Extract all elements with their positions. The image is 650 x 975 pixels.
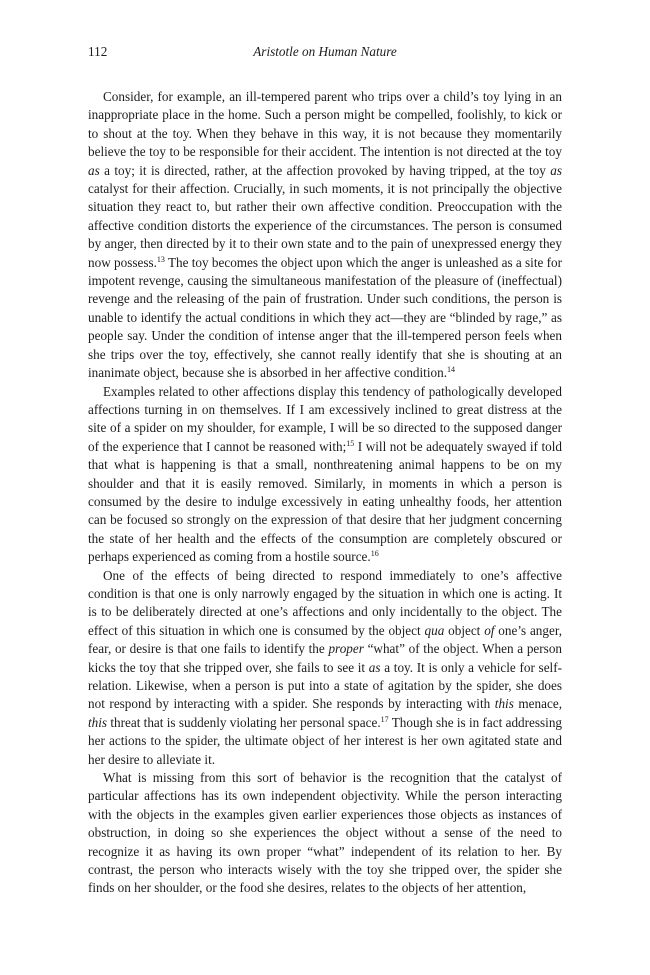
book-page xyxy=(88,40,562,898)
paragraph xyxy=(88,567,562,769)
paragraph xyxy=(88,88,562,383)
paragraph-text: “what” of the object. When a person kicks the toy that she tripped over, she fails to see it xyxy=(88,641,563,675)
italic-text: qua xyxy=(424,622,445,638)
body-text xyxy=(88,88,562,898)
running-head-title: Aristotle on Human Nature xyxy=(253,44,397,59)
paragraph-text: a toy; it is directed, rather, at the affection provoked by having tripped, at the toy xyxy=(99,162,551,178)
italic-text: proper xyxy=(328,641,364,657)
paragraph-text: a toy. It is only a vehicle for self-relation. Likewise, when a person is put into a state of agitation by the spider, she does not respond by interacting with a spider. She responds by interacting with xyxy=(88,659,562,712)
footnote-marker: 16 xyxy=(370,549,379,559)
footnote-marker: 14 xyxy=(447,365,455,375)
paragraph-text: One of the effects of being directed to respond immediately to one’s affective condition is that one is only narrowly engaged by the situation in which one is acting. It is to be deliberately directed at one’s affections and only incidentally to the object. The effect of this situation in which one is consumed by the object xyxy=(88,567,562,638)
italic-text: as xyxy=(550,162,562,178)
paragraph-text: catalyst for their affection. Crucially, in such moments, it is not principally the objective situation they react to, but rather their own affective condition. Preoccupation with the affective condition distorts the experience of the circumstances. The person is consumed by anger, then directed by it to their own state and to the pain of unexpressed energy they now possess. xyxy=(88,181,562,270)
paragraph-text: I will not be adequately swayed if told that what is happening is that a small, nonthreatening animal happens to be on my shoulder and that it is easily removed. Similarly, in moments in which a person is consumed by the desire to indulge excessively in eating unhealthy foods, her attention can be focused so strongly on the expression of that desire that her judgment concerning the state of her health and the effects of the consumption are completely obscured or perhaps experienced as coming from a hostile source. xyxy=(88,438,562,565)
page-number: 112 xyxy=(88,44,108,59)
paragraph-text: Examples related to other affections display this tendency of pathologically developed affections turning in on themselves. If I am excessively inclined to great distress at the site of a spider on my shoulder, for example, I will be so directed to the supposed danger of the experience that I cannot be reasoned with; xyxy=(88,383,562,454)
footnote-marker: 15 xyxy=(346,438,355,448)
italic-text: this xyxy=(88,714,108,730)
paragraph-text: Consider, for example, an ill-tempered parent who trips over a child’s toy lying in an inappropriate place in the home. Such a person might be compelled, foolishly, to kick or to shout at the toy. When they behave in this way, it is not because they momentarily believe the toy to be responsible for their accident. The intention is not directed at the toy xyxy=(88,89,562,160)
footnote-marker: 17 xyxy=(380,714,389,724)
paragraph-text: What is missing from this sort of behavior is the recognition that the catalyst of particular affections has its own independent objectivity. While the person interacting with the objects in the examples given earlier experiences those objects as instances of obstruction, in doing so she experiences the object without a sense of the need to recognize it as having its own proper “what” independent of its relation to her. By contrast, the person who interacts wisely with the toy she tripped over, the spider she finds on her shoulder, or the food she desires, relates to the objects of her attention, xyxy=(88,770,562,896)
paragraph xyxy=(88,769,562,898)
italic-text: this xyxy=(494,696,514,712)
footnote-marker: 13 xyxy=(156,254,165,264)
italic-text: of xyxy=(484,622,495,638)
paragraph xyxy=(88,383,562,567)
paragraph-text: Though she is in fact addressing her actions to the spider, the ultimate object of her interest is her own agitated state and her desire to alleviate it. xyxy=(88,714,563,767)
paragraph-text: threat that is suddenly violating her personal space. xyxy=(107,714,381,730)
italic-text: as xyxy=(368,659,381,675)
paragraph-text: one’s anger, fear, or desire is that one fails to identify the xyxy=(88,622,563,657)
italic-text: as xyxy=(88,162,100,178)
running-head xyxy=(88,40,562,64)
paragraph-text: object xyxy=(444,622,485,638)
paragraph-text: menace, xyxy=(513,696,562,712)
paragraph-text: The toy becomes the object upon which the anger is unleashed as a site for impotent revenge, causing the simultaneous manifestation of the pleasure of (ineffectual) revenge and the releasing of the pain of frustration. Under such conditions, the person is unable to identify the actual conditions in which they act—they are “blinded by rage,” as people say. Under the condition of intense anger that the ill-tempered person feels when she trips over the toy, effectively, she cannot really identify that she is shouting at an inanimate object, because she is absorbed in her affective condition. xyxy=(88,254,563,381)
